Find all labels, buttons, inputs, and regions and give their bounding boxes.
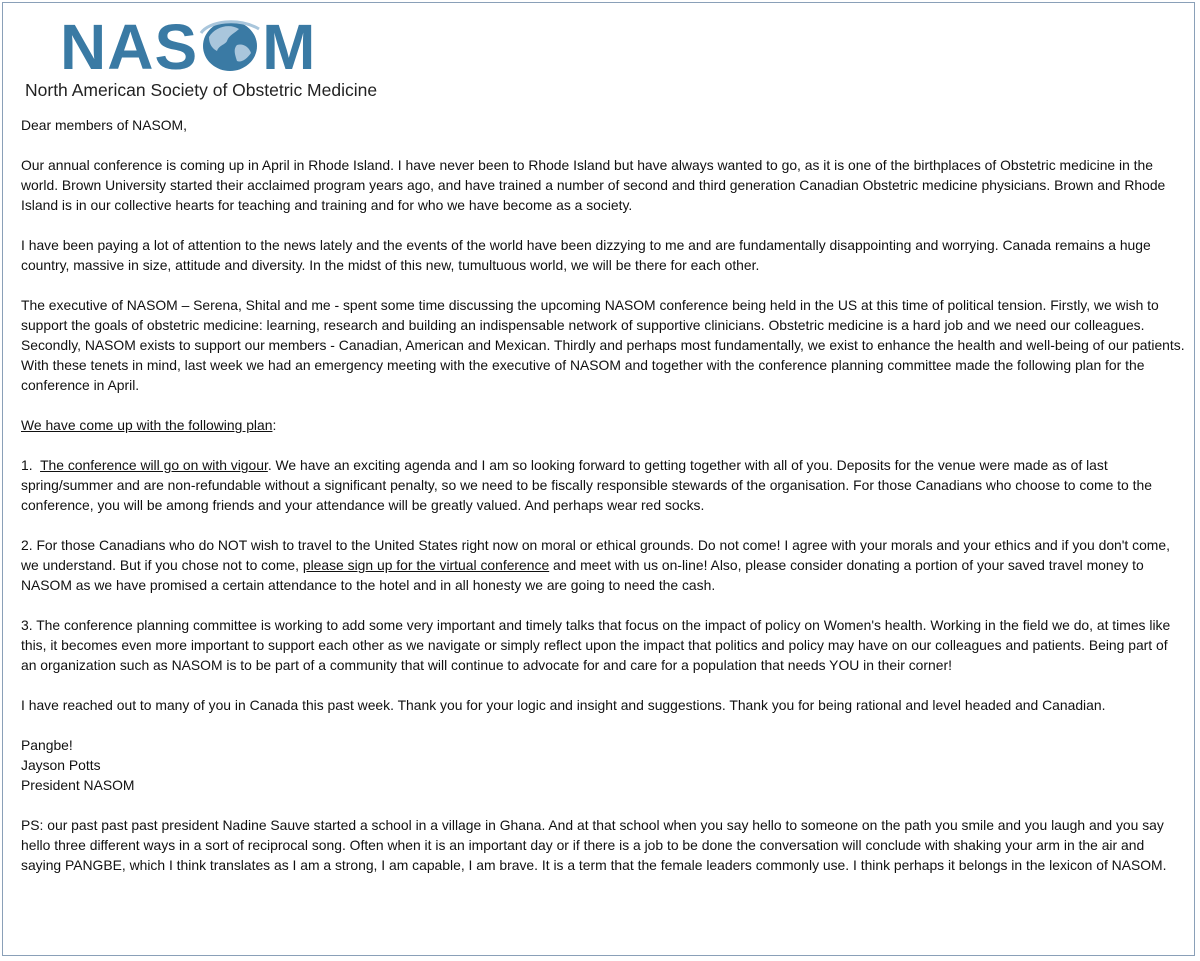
paragraph-conference-intro: Our annual conference is coming up in April in Rhode Island. I have never been to Rhode Island but have always wanted to go, as it is one of the birthplaces of Obstetric medicine in the world. Brown University started their acclaimed program years ago, and have trained a number of second and third generation Canadian Obstetric medicine physicians. Brown and Rhode Island is in our collective hearts for teaching and training and for who we have become as a society. — [21, 157, 1166, 213]
letter-frame — [2, 2, 1195, 956]
virtual-conference-link[interactable]: please sign up for the virtual conference — [302, 557, 550, 573]
nasom-logo — [25, 9, 405, 101]
paragraph-executive: The executive of NASOM – Serena, Shital and me - spent some time discussing the upcoming NASOM conference being held in the US at this time of political tension. Firstly, we wish to support the goals of obstetric medicine: learning, research and building an indispensable network of supportive clinicians. Obstetric medicine is a hard job and we need our colleagues. Secondly, NASOM exists to support our members - Canadian, American and Mexican. Thirdly and perhaps most fundamentally, we exist to enhance the health and well-being of our patients. With these tenets in mind, last week we had an emergency meeting with the executive of NASOM and together with the conference planning committee made the following plan for the conference in April. — [21, 297, 1185, 393]
plan-item-2-after: and meet with us on-line! Also, please consider donating a portion of your saved travel money to NASOM as we have promised a certain attendance to the hotel and in all honesty we are going to need the cash. — [21, 557, 1144, 593]
logo-wordmark — [60, 11, 316, 83]
plan-item-1-underlined: The conference will go on with vigour — [40, 457, 268, 473]
plan-item-1-text: . We have an exciting agenda and I am so looking forward to getting together with all of you. Deposits for the venue were made as of last spring/summer and are non-refundable without a significant penalty, so we need to be fiscally responsible stewards of the organisation. For those Canadians who choose to come to the conference, you will be among friends and your attendance will be greatly valued. And perhaps wear red socks. — [21, 457, 1152, 513]
paragraph-thanks: I have reached out to many of you in Canada this past week. Thank you for your logic and insight and suggestions. Thank you for being rational and level headed and Canadian. — [21, 697, 1106, 713]
sign-off: Pangbe! — [21, 737, 73, 753]
globe-icon — [199, 15, 261, 73]
signer-name: Jayson Potts — [21, 757, 101, 773]
letter-body — [21, 115, 1186, 895]
signer-title: President NASOM — [21, 777, 135, 793]
paragraph-news: I have been paying a lot of attention to the news lately and the events of the world have been dizzying to me and are fundamentally disappointing and worrying. Canada remains a huge country, massive in size, attitude and diversity. In the midst of this new, tumultuous world, we will be there for each other. — [21, 237, 1151, 273]
logo-word-right: M — [262, 11, 317, 83]
logo-word-left: NAS — [60, 11, 199, 83]
plan-heading-colon: : — [272, 417, 277, 433]
postscript: PS: our past past past president Nadine Sauve started a school in a village in Ghana. And at that school when you say hello to someone on the path you smile and you laugh and you say hello three different ways in a sort of reciprocal song. Often when it is an important day or if there is a job to be done the conversation will conclude with shaking your arm in the air and saying PANGBE, which I think translates as I am a strong, I am capable, I am brave. It is a term that the female leaders commonly use. I think perhaps it belongs in the lexicon of NASOM. — [21, 817, 1167, 873]
plan-item-2 — [21, 535, 1186, 595]
plan-item-2-before: 2. For those Canadians who do NOT wish to travel to the United States right now on moral or ethical grounds. Do not come! I agree with your morals and your ethics and if you don't come, we understand. But if you chose not to come, — [21, 537, 1170, 573]
plan-item-1 — [21, 455, 1186, 515]
signature-block — [21, 735, 1186, 795]
plan-heading-line — [21, 415, 1186, 435]
logo-subtitle: North American Society of Obstetric Medicine — [25, 80, 378, 100]
plan-item-1-prefix: 1. — [21, 457, 41, 473]
plan-heading: We have come up with the following plan — [21, 417, 273, 433]
salutation: Dear members of NASOM, — [21, 117, 187, 133]
plan-item-3: 3. The conference planning committee is working to add some very important and timely talks that focus on the impact of policy on Women's health. Working in the field we do, at times like this, it becomes even more important to support each other as we navigate or simply reflect upon the impact that politics and policy may have on our colleagues and patients. Being part of an organization such as NASOM is to be part of a community that will continue to advocate for and care for a population that needs YOU in their corner! — [21, 617, 1171, 673]
